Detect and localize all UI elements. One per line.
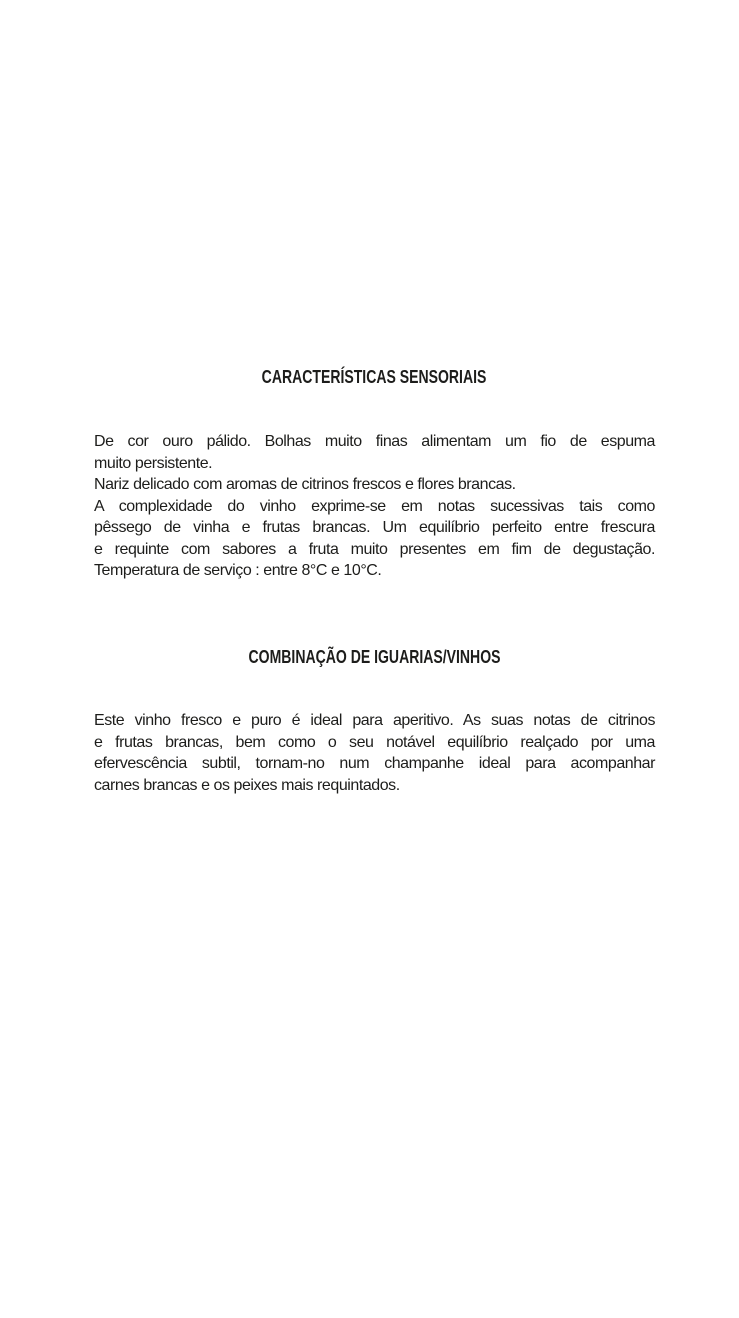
section-heading-sensory-characteristics-text: CARACTERÍSTICAS SENSORIAIS — [262, 367, 487, 387]
text-line: e frutas brancas, bem como o seu notável equilíbrio realçado por uma — [94, 733, 655, 751]
text-line: Nariz delicado com aromas de citrinos frescos e flores brancas. — [94, 476, 516, 493]
paragraph-sensory-characteristics — [94, 431, 655, 582]
text-line: pêssego de vinha e frutas brancas. Um equilíbrio perfeito entre frescura — [94, 519, 655, 536]
text-line: De cor ouro pálido. Bolhas muito finas alimentam um fio de espuma — [94, 433, 655, 450]
section-heading-food-pairing-text: COMBINAÇÃO DE IGUARIAS/VINHOS — [248, 647, 501, 667]
section-heading-food-pairing — [94, 646, 655, 668]
text-line: Este vinho fresco e puro é ideal para aperitivo. As suas notas de citrinos — [94, 712, 655, 729]
text-line: efervescência subtil, tornam-no num champanhe ideal para acompanhar — [94, 755, 655, 772]
text-line: Temperatura de serviço : entre 8°C e 10°C. — [94, 562, 382, 579]
text-line: muito persistente. — [94, 454, 213, 472]
text-line: A complexidade do vinho exprime-se em notas sucessivas tais como — [94, 497, 655, 515]
paragraph-food-pairing — [94, 710, 655, 796]
section-heading-sensory-characteristics — [94, 366, 655, 388]
text-line: carnes brancas e os peixes mais requintados. — [94, 776, 400, 794]
text-line: e requinte com sabores a fruta muito presentes em fim de degustação. — [94, 540, 655, 558]
